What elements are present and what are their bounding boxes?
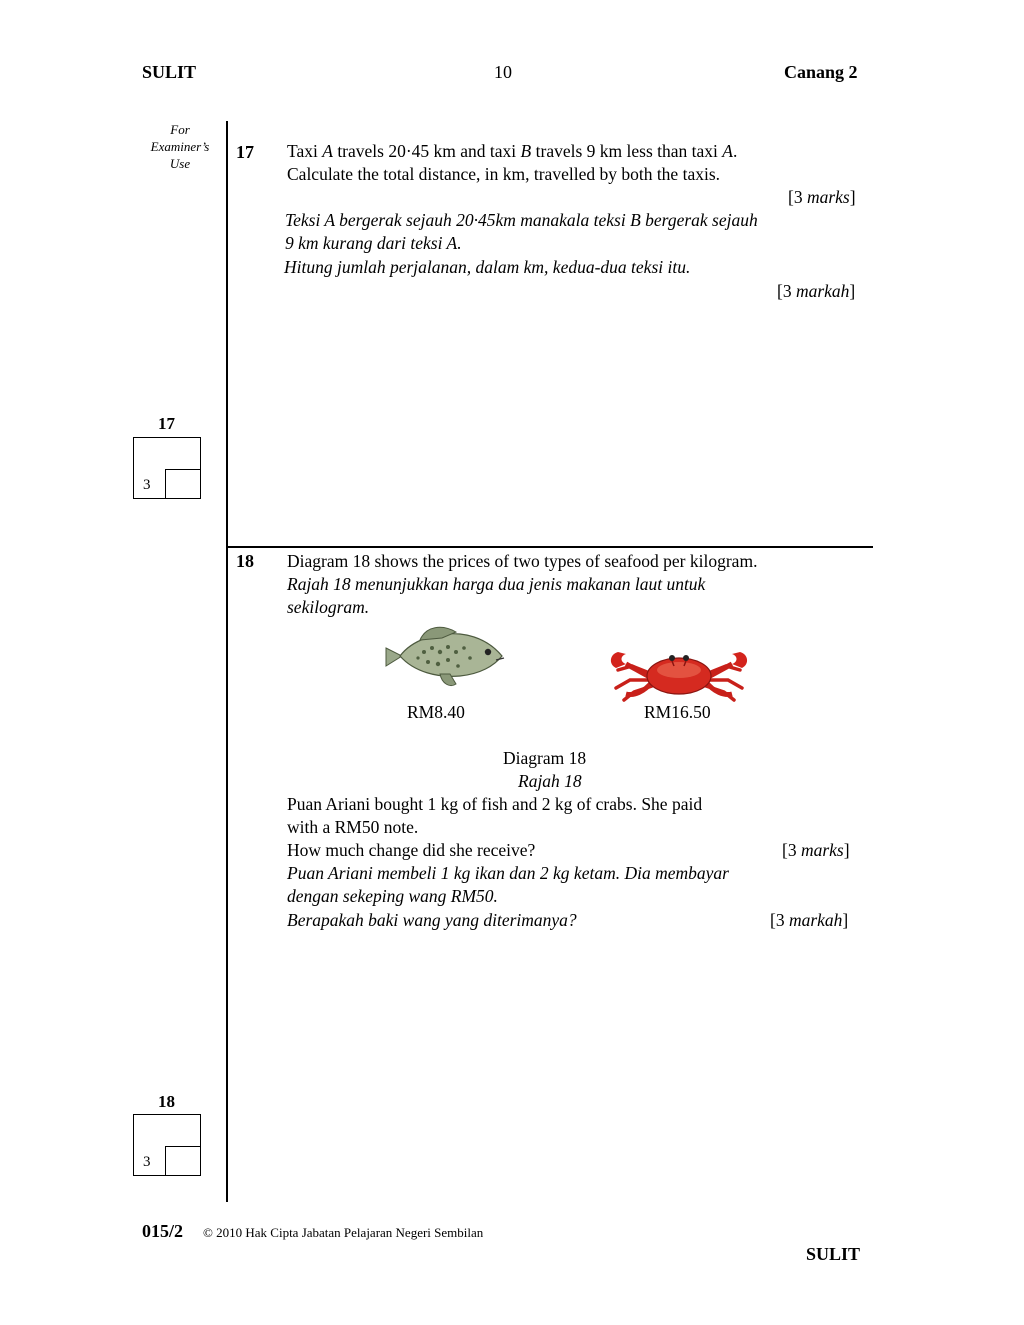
q17-number: 17 xyxy=(236,142,254,162)
q18-malay-line5: Berapakah baki wang yang diterimanya? xyxy=(287,910,577,930)
footer-code: 015/2 xyxy=(142,1221,184,1241)
examiner-margin-line xyxy=(226,121,228,1202)
q18-malay-line2: sekilogram. xyxy=(287,597,370,617)
q17-malay-line3: Hitung jumlah perjalanan, dalam km, kedua-dua teksi itu. xyxy=(284,257,691,277)
q17-mark-box xyxy=(133,437,201,499)
header-sulit: SULIT xyxy=(142,62,197,82)
q17-malay-line1: Teksi A bergerak sejauh 20·45km manakala teksi B bergerak sejauh xyxy=(285,210,758,230)
question-separator xyxy=(228,546,873,548)
q18-english-line4: How much change did she receive? xyxy=(287,840,536,860)
q18-english-line1: Diagram 18 shows the prices of two types of seafood per kilogram. xyxy=(287,551,758,571)
q18-mark-value: 3 xyxy=(143,1154,151,1170)
q18-malay-line3: Puan Ariani membeli 1 kg ikan dan 2 kg ketam. Dia membayar xyxy=(287,863,729,883)
q18-marks: [3 marks] xyxy=(782,840,850,860)
q18-english-line2: Puan Ariani bought 1 kg of fish and 2 kg of crabs. She paid xyxy=(287,794,703,814)
fish-price: RM8.40 xyxy=(407,702,465,722)
examiner-use-label: For Examiner’s Use xyxy=(150,122,210,171)
crab-icon xyxy=(604,640,754,702)
q18-malay-line4: dengan sekeping wang RM50. xyxy=(287,886,498,906)
q17-mark-value: 3 xyxy=(143,477,151,493)
header-canang: Canang 2 xyxy=(784,62,858,82)
q17-malay-line2: 9 km kurang dari teksi A. xyxy=(285,233,462,253)
q18-box-label: 18 xyxy=(158,1092,175,1111)
diagram-caption-malay: Rajah 18 xyxy=(518,771,582,791)
q17-marks: [3 marks] xyxy=(788,187,856,207)
q17-box-label: 17 xyxy=(158,414,175,433)
q17-english-line1: Taxi A travels 20·45 km and taxi B travels 9 km less than taxi A. xyxy=(287,141,738,161)
q18-number: 18 xyxy=(236,551,254,571)
footer-sulit: SULIT xyxy=(806,1244,861,1264)
q18-markah: [3 markah] xyxy=(770,910,849,930)
q18-english-line3: with a RM50 note. xyxy=(287,817,419,837)
crab-price: RM16.50 xyxy=(644,702,711,722)
page-number: 10 xyxy=(494,62,512,82)
q17-english-line2: Calculate the total distance, in km, travelled by both the taxis. xyxy=(287,164,721,184)
q18-mark-box xyxy=(133,1114,201,1176)
diagram-caption-english: Diagram 18 xyxy=(503,748,587,768)
fish-icon xyxy=(380,622,510,694)
q17-markah: [3 markah] xyxy=(777,281,856,301)
q18-malay-line1: Rajah 18 menunjukkan harga dua jenis makanan laut untuk xyxy=(287,574,706,594)
footer-copyright: © 2010 Hak Cipta Jabatan Pelajaran Negeri Sembilan xyxy=(203,1225,484,1240)
